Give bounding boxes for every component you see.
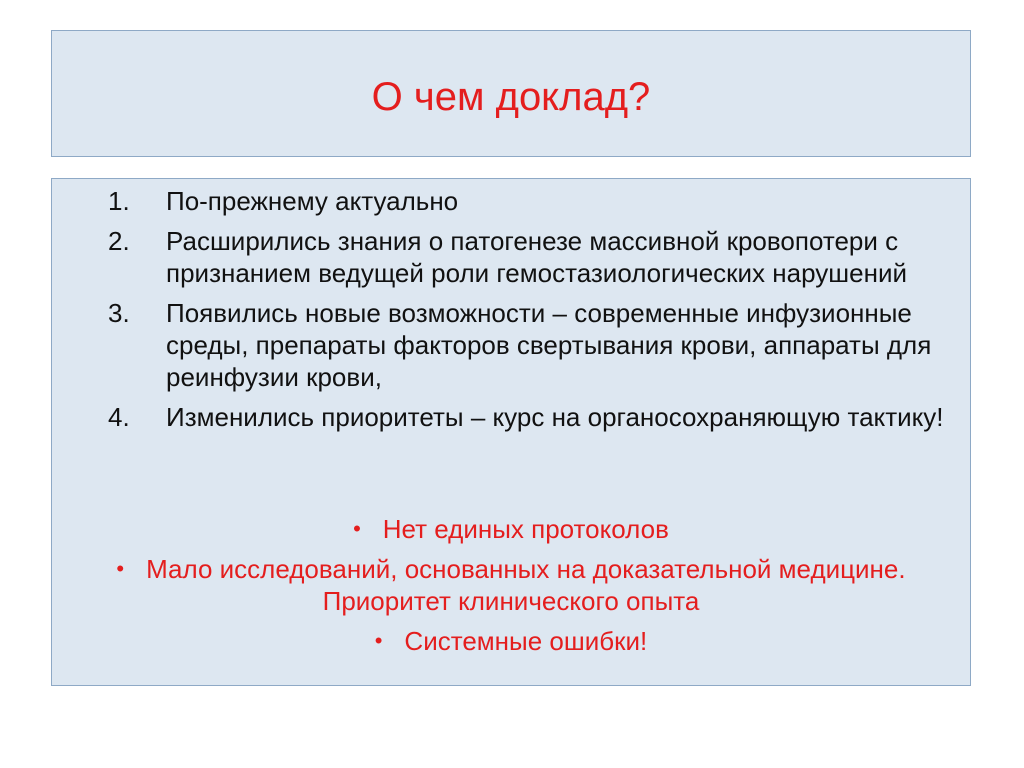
bullet-item [52, 513, 970, 545]
numbered-item [52, 297, 966, 393]
bullet-icon: • [116, 556, 125, 581]
bullet-text: Системные ошибки! [404, 626, 648, 656]
item-text: Появились новые возможности – современные инфузионные среды, препараты факторов свертывания крови, аппараты для реинфузии крови, [166, 298, 932, 392]
numbered-item [52, 401, 966, 433]
bullet-item [52, 625, 970, 657]
item-number: 3. [108, 298, 130, 328]
numbered-item [52, 225, 966, 289]
bullet-icon: • [353, 516, 361, 541]
bullet-text: Мало исследований, основанных на доказательной медицине. Приоритет клинического опыта [146, 554, 906, 616]
item-number: 2. [108, 226, 130, 256]
bullet-item [52, 553, 970, 617]
item-number: 1. [108, 186, 130, 216]
item-text: Расширились знания о патогенезе массивной кровопотери с признанием ведущей роли гемостазиологических нарушений [166, 226, 907, 288]
bullet-text: Нет единых протоколов [382, 514, 669, 544]
bullet-icon: • [374, 628, 383, 653]
title-box [51, 30, 971, 157]
item-number: 4. [108, 402, 130, 432]
content-box [51, 178, 971, 686]
slide-title: О чем доклад? [371, 74, 651, 119]
numbered-item [52, 185, 966, 217]
item-text: По-прежнему актуально [166, 186, 459, 216]
bullet-list [52, 513, 970, 665]
numbered-list [52, 185, 970, 441]
item-text: Изменились приоритеты – курс на органосохраняющую тактику! [166, 402, 944, 432]
